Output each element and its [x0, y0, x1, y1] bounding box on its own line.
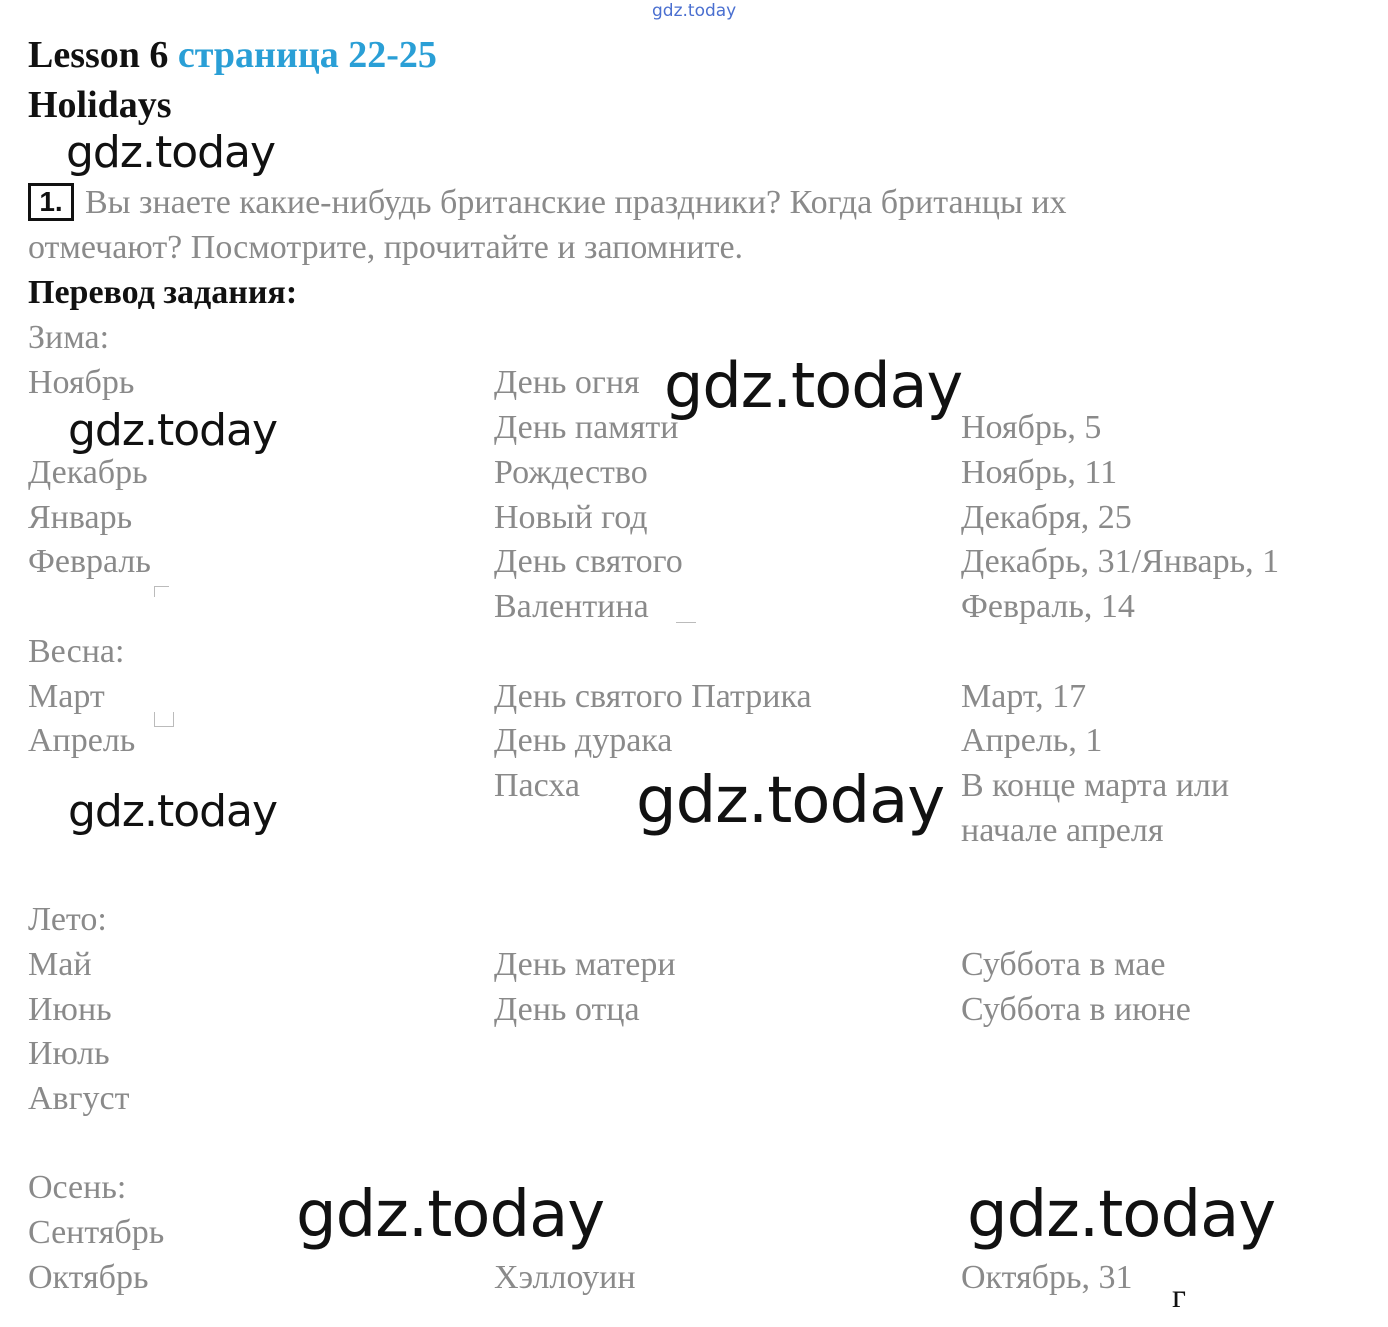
- month: Апрель: [28, 722, 136, 759]
- holiday: Рождество: [494, 454, 648, 491]
- holiday: Хэллоуин: [494, 1259, 636, 1296]
- lesson-topic: Holidays: [28, 84, 172, 126]
- watermark: gdz.today: [636, 764, 945, 838]
- date: Суббота в мае: [961, 946, 1166, 983]
- month: Декабрь: [28, 454, 148, 491]
- month: Октябрь: [28, 1259, 149, 1296]
- month: Август: [28, 1080, 130, 1117]
- lesson-number: Lesson 6: [28, 34, 169, 76]
- date: начале апреля: [961, 812, 1164, 849]
- task-number: 1.: [28, 183, 74, 221]
- holiday: День огня: [494, 364, 640, 401]
- date: Декабря, 25: [961, 499, 1132, 536]
- scan-mark: [676, 622, 696, 623]
- holiday: День отца: [494, 991, 640, 1028]
- holiday: День святого Патрика: [494, 678, 812, 715]
- top-watermark: gdz.today: [652, 1, 737, 21]
- date: Октябрь, 31: [961, 1259, 1133, 1296]
- season-title-spring: Весна:: [28, 633, 125, 670]
- holiday: День памяти: [494, 409, 679, 446]
- month: Март: [28, 678, 105, 715]
- holiday: День дурака: [494, 722, 673, 759]
- watermark: gdz.today: [66, 127, 276, 178]
- season-title-summer: Лето:: [28, 901, 107, 938]
- watermark: gdz.today: [967, 1178, 1276, 1252]
- scan-mark: [154, 586, 169, 597]
- month: Ноябрь: [28, 364, 135, 401]
- watermark: gdz.today: [296, 1178, 605, 1252]
- month: Июнь: [28, 991, 112, 1028]
- task-line-1: Вы знаете какие-нибудь британские праздники? Когда британцы их: [85, 184, 1067, 221]
- holiday: Валентина: [494, 588, 649, 625]
- month: Январь: [28, 499, 133, 536]
- task-line-2: отмечают? Посмотрите, прочитайте и запомните.: [28, 229, 744, 266]
- month: Май: [28, 946, 92, 983]
- watermark: gdz.today: [68, 786, 278, 837]
- holiday: День матери: [494, 946, 676, 983]
- date: Суббота в июне: [961, 991, 1191, 1028]
- lesson-title: [28, 36, 437, 74]
- date: Апрель, 1: [961, 722, 1103, 759]
- season-title-winter: Зима:: [28, 319, 110, 356]
- scan-mark: [154, 712, 174, 727]
- month: Сентябрь: [28, 1214, 165, 1251]
- date: Ноябрь, 11: [961, 454, 1118, 491]
- holiday: Новый год: [494, 499, 648, 536]
- date: В конце марта или: [961, 767, 1230, 804]
- date: Март, 17: [961, 678, 1087, 715]
- date: Декабрь, 31/Январь, 1: [961, 543, 1280, 580]
- scan-mark: г: [1172, 1278, 1186, 1315]
- watermark: gdz.today: [664, 349, 963, 422]
- holiday: День святого: [494, 543, 683, 580]
- month: Февраль: [28, 543, 151, 580]
- holiday: Пасха: [494, 767, 580, 804]
- date: Февраль, 14: [961, 588, 1135, 625]
- season-title-autumn: Осень:: [28, 1169, 127, 1206]
- watermark: gdz.today: [68, 405, 278, 456]
- month: Июль: [28, 1035, 110, 1072]
- lesson-pages: страница 22-25: [177, 34, 437, 76]
- date: Ноябрь, 5: [961, 409, 1102, 446]
- translation-label: Перевод задания:: [28, 274, 298, 311]
